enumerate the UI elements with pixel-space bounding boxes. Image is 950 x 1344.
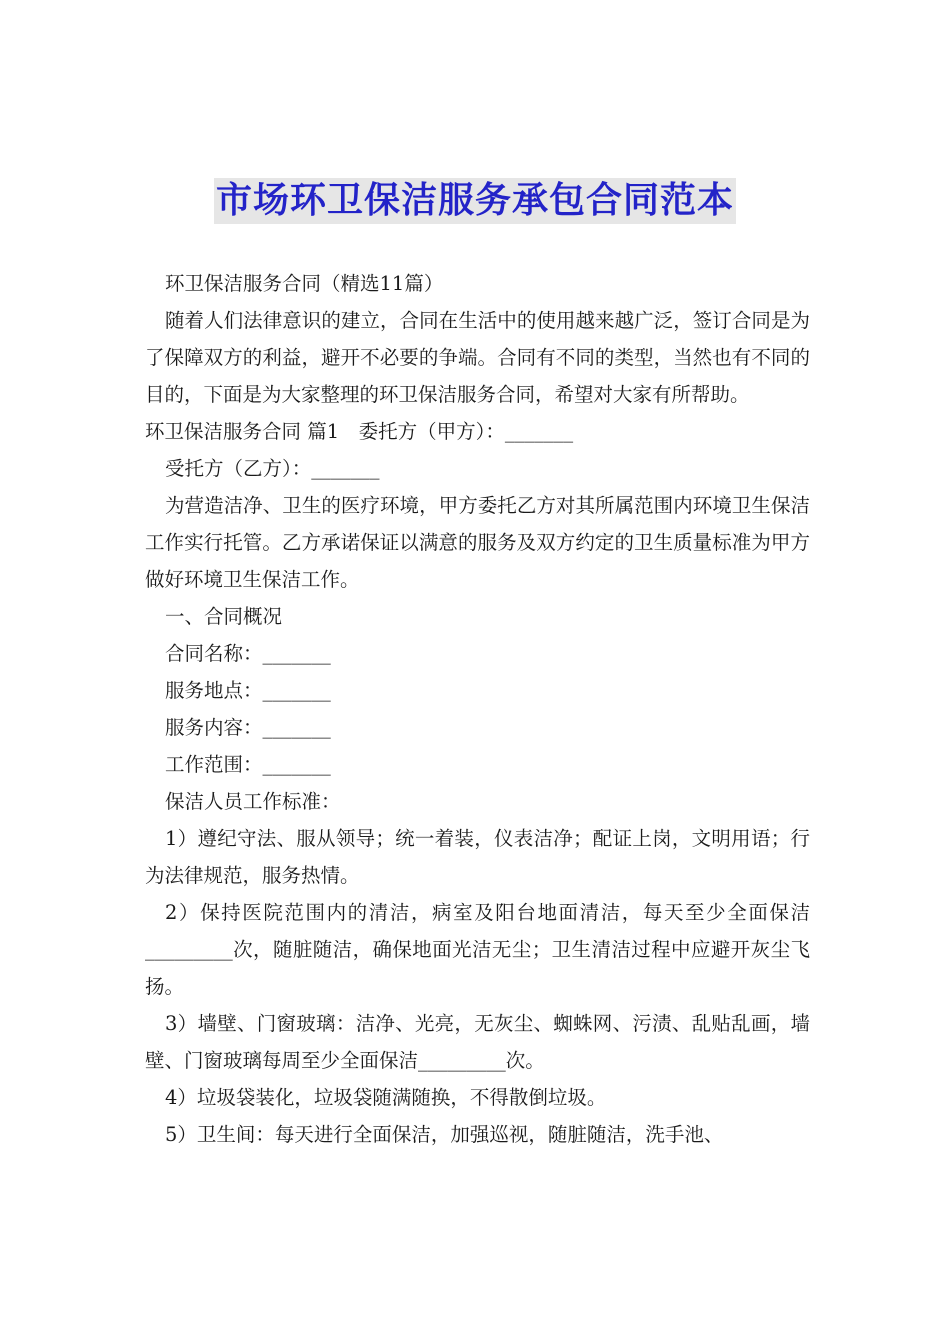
section-heading: 一、合同概况: [165, 605, 283, 628]
document-body: [145, 265, 810, 1153]
list-item: 2）保持医院范围内的清洁，病室及阳台地面清洁，每天至少全面保洁_________次，随脏随洁，确保地面光洁无尘；卫生清洁过程中应避开灰尘飞扬。: [145, 901, 810, 998]
list-item: 5）卫生间：每天进行全面保洁，加强巡视，随脏随洁，洗手池、: [165, 1123, 724, 1146]
field-service-location: 服务地点：_______: [165, 679, 331, 702]
paragraph-purpose: 为营造洁净、卫生的医疗环境，甲方委托乙方对其所属范围内环境卫生保洁工作实行托管。乙方承诺保证以满意的服务及双方约定的卫生质量标准为甲方做好环境卫生保洁工作。: [145, 494, 810, 591]
paragraph-standards-heading: 保洁人员工作标准：: [165, 790, 341, 813]
paragraph-subtitle: 环卫保洁服务合同（精选11篇）: [165, 272, 444, 295]
list-item: 1）遵纪守法、服从领导；统一着装，仪表洁净；配证上岗，文明用语；行为法律规范，服务热情。: [145, 827, 810, 887]
paragraph-party-b: 受托方（乙方）：_______: [165, 457, 380, 480]
field-work-scope: 工作范围：_______: [165, 753, 331, 776]
paragraph-contract-head: 环卫保洁服务合同 篇1 委托方（甲方）：_______: [145, 420, 574, 443]
list-item: 3）墙壁、门窗玻璃：洁净、光亮，无灰尘、蜘蛛网、污渍、乱贴乱画，墙壁、门窗玻璃每周至少全面保洁_________次。: [145, 1012, 810, 1072]
paragraph-intro: 随着人们法律意识的建立，合同在生活中的使用越来越广泛，签订合同是为了保障双方的利益，避开不必要的争端。合同有不同的类型，当然也有不同的目的，下面是为大家整理的环卫保洁服务合同，希望对大家有所帮助。: [145, 309, 810, 406]
list-item: 4）垃圾袋装化，垃圾袋随满随换，不得散倒垃圾。: [165, 1086, 607, 1109]
title-container: [0, 178, 950, 224]
field-service-content: 服务内容：_______: [165, 716, 331, 739]
field-contract-name: 合同名称：_______: [165, 642, 331, 665]
document-title: 市场环卫保洁服务承包合同范本: [214, 178, 736, 224]
